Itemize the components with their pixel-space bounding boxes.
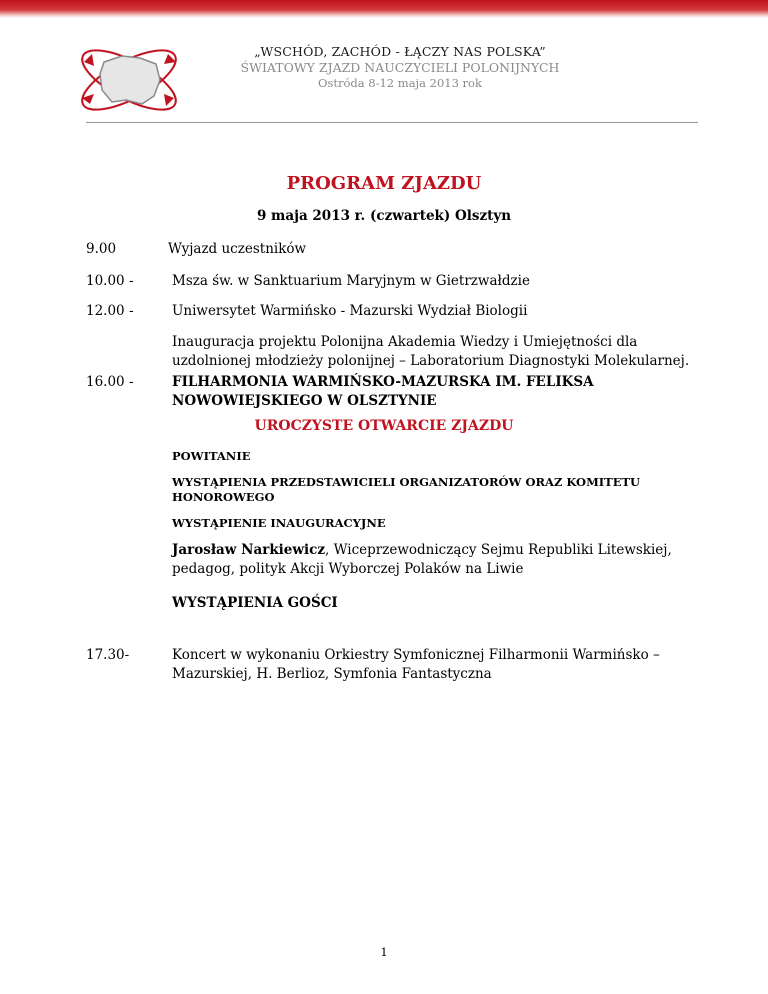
page-title: PROGRAM ZJAZDU bbox=[286, 173, 482, 194]
welcome-item: POWITANIE bbox=[172, 449, 251, 463]
schedule-time: 9.00 bbox=[86, 241, 117, 257]
header-event-name: ŚWIATOWY ZJAZD NAUCZYCIELI POLONIJNYCH bbox=[240, 60, 560, 75]
page-number: 1 bbox=[380, 945, 388, 959]
speaker-name: Jarosław Narkiewicz bbox=[172, 542, 326, 558]
organizers-item: WYSTĄPIENIA PRZEDSTAWICIELI ORGANIZATORÓW ORAZ KOMITETU HONOROWEGO bbox=[172, 475, 641, 504]
schedule-text: FILHARMONIA WARMIŃSKO-MAZURSKA IM. FELIKSA NOWOWIEJSKIEGO W OLSZTYNIE bbox=[172, 374, 594, 409]
header-place-date: Ostróda 8-12 maja 2013 rok bbox=[318, 76, 482, 90]
header-divider bbox=[86, 122, 698, 123]
schedule-text: Uniwersytet Warmińsko - Mazurski Wydział Biologii bbox=[172, 303, 528, 319]
speaker-paragraph bbox=[172, 541, 692, 579]
guests-item: WYSTĄPIENIA GOŚCI bbox=[172, 595, 338, 611]
day-subtitle: 9 maja 2013 r. (czwartek) Olsztyn bbox=[256, 208, 512, 224]
speaker-description: , Wiceprzewodniczący Sejmu Republiki Litewskiej, pedagog, polityk Akcji Wyborczej Polaków na Liwie bbox=[172, 542, 672, 577]
header-motto: „WSCHÓD, ZACHÓD - ŁĄCZY NAS POLSKA” bbox=[254, 44, 546, 59]
schedule-time: 16.00 - bbox=[86, 374, 134, 390]
schedule-text: Wyjazd uczestników bbox=[168, 241, 307, 257]
opening-heading: UROCZYSTE OTWARCIE ZJAZDU bbox=[254, 418, 514, 434]
congress-logo-icon bbox=[70, 40, 188, 120]
top-red-band bbox=[0, 0, 768, 18]
schedule-time: 12.00 - bbox=[86, 303, 134, 319]
schedule-time: 10.00 - bbox=[86, 273, 134, 289]
concert-text: Koncert w wykonaniu Orkiestry Symfonicznej Filharmonii Warmińsko – Mazurskiej, H. Berlioz, Symfonia Fantastyczna bbox=[172, 647, 660, 682]
schedule-text: Inauguracja projektu Polonijna Akademia Wiedzy i Umiejętności dla uzdolnionej młodzieży polonijnej – Laboratorium Diagnostyki Molekularnej. bbox=[172, 334, 690, 369]
schedule-text: Msza św. w Sanktuarium Maryjnym w Gietrzwałdzie bbox=[172, 273, 530, 289]
inaugural-item: WYSTĄPIENIE INAUGURACYJNE bbox=[172, 516, 386, 530]
document-header bbox=[180, 44, 620, 90]
schedule-time: 17.30- bbox=[86, 647, 130, 663]
